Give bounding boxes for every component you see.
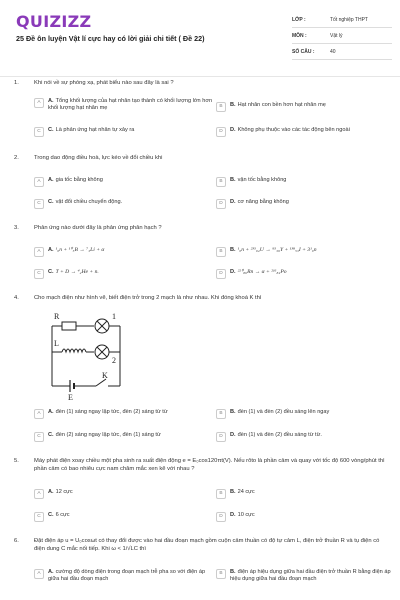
option-a[interactable]: [34, 247, 214, 257]
meta-label: LỚP :: [292, 16, 306, 23]
option-d[interactable]: [216, 199, 391, 209]
option-text: đèn (1) sáng ngay lập tức, đèn (2) sáng từ từ: [55, 409, 168, 415]
option-letter: C.: [48, 127, 54, 133]
question-text: Cho mạch điện như hình vẽ, biết điện trở trong 2 mạch là như nhau. Khi đóng khoá K thì: [34, 295, 262, 301]
question-text: Khi nói về sự phóng xạ, phát biểu nào sau đây là sai ?: [34, 80, 174, 86]
option-badge: A: [34, 98, 44, 108]
inductor-l: [62, 349, 86, 352]
option-d[interactable]: [216, 512, 391, 522]
option-text: ¹₀n + ²³⁵₉₂U → ⁹⁵₃₉Y + ¹³⁸₅₃I + 3¹₀n: [237, 247, 317, 253]
label-l: L: [54, 339, 59, 348]
option-text: 12 cực: [55, 489, 73, 495]
meta-row-subject: [292, 28, 392, 44]
option-letter: B.: [230, 409, 236, 415]
option-letter: A.: [48, 177, 54, 183]
option-a[interactable]: [34, 177, 214, 187]
option-badge: B: [216, 569, 226, 579]
option-badge: D: [216, 512, 226, 522]
switch-k: [96, 379, 106, 386]
option-text: đèn (1) và đèn (2) đều sáng lên ngay: [237, 409, 330, 415]
option-text: 6 cực: [55, 512, 70, 518]
question-number: 1.: [14, 80, 19, 86]
option-b[interactable]: [216, 569, 391, 583]
option-letter: A.: [48, 409, 54, 415]
option-letter: C.: [48, 432, 54, 438]
meta-value: Tốt nghiệp THPT: [330, 16, 368, 23]
option-d[interactable]: [216, 127, 391, 137]
option-letter: B.: [230, 102, 236, 108]
option-badge: C: [34, 127, 44, 137]
option-letter: D.: [230, 432, 236, 438]
option-letter: B.: [230, 569, 236, 575]
option-badge: D: [216, 199, 226, 209]
option-d[interactable]: [216, 269, 391, 279]
option-a[interactable]: [34, 409, 214, 419]
option-b[interactable]: [216, 102, 391, 112]
option-badge: B: [216, 409, 226, 419]
question-2: [14, 155, 388, 163]
option-c[interactable]: [34, 512, 214, 522]
option-letter: B.: [230, 489, 236, 495]
question-number: 6.: [14, 538, 19, 544]
option-text: cơ năng bằng không: [237, 199, 289, 205]
option-badge: B: [216, 177, 226, 187]
circuit-diagram: [40, 308, 140, 400]
option-badge: D: [216, 432, 226, 442]
meta-table: [292, 12, 392, 60]
meta-label: SỐ CÂU :: [292, 48, 315, 55]
option-letter: A.: [48, 569, 54, 575]
option-badge: C: [34, 432, 44, 442]
option-badge: A: [34, 247, 44, 257]
question-text: Đặt điện áp u = U₀cosωt có thay đổi được vào hai đầu đoạn mạch gồm cuộn cảm thuần có độ tự cảm L, điện trở thuần R và tụ điện có điện dung C mắc nối tiếp. Khi ω < 1/√LC thì: [34, 538, 380, 552]
question-4: [14, 295, 388, 303]
question-number: 3.: [14, 225, 19, 231]
option-badge: C: [34, 512, 44, 522]
option-badge: B: [216, 489, 226, 499]
option-text: đèn (2) sáng ngay lập tức, đèn (1) sáng từ: [55, 432, 161, 438]
option-letter: A.: [48, 489, 54, 495]
option-c[interactable]: [34, 432, 214, 442]
option-letter: B.: [230, 177, 236, 183]
option-text: ¹₀n + ¹⁰₅B → ⁷₃Li + α: [55, 247, 105, 253]
option-text: Tổng khối lượng của hạt nhân tạo thành có khối lượng lớn hơn khối lượng hạt nhân mẹ: [48, 98, 213, 111]
option-text: gia tốc bằng không: [55, 177, 103, 183]
option-a[interactable]: [34, 569, 214, 583]
question-5: [14, 458, 388, 473]
document-title: 25 Đề ôn luyện Vật lí cực hay có lời giải chi tiết ( Đề 22): [16, 34, 205, 43]
meta-value: 40: [330, 48, 336, 55]
option-badge: A: [34, 409, 44, 419]
option-d[interactable]: [216, 432, 391, 442]
question-6: [14, 538, 388, 553]
option-text: Là phản ứng hạt nhân tự xảy ra: [55, 127, 135, 133]
label-r: R: [54, 312, 60, 321]
option-text: đèn (1) và đèn (2) đều sáng từ từ.: [237, 432, 322, 438]
option-text: T + D → ⁴₂He + n.: [55, 269, 99, 275]
option-text: Hạt nhân con bền hơn hạt nhân mẹ: [237, 102, 326, 108]
option-c[interactable]: [34, 199, 214, 209]
question-number: 2.: [14, 155, 19, 161]
option-text: ²²⁰₈₆Rn → α + ²¹⁶₈₄Po: [237, 269, 287, 275]
option-a[interactable]: [34, 489, 214, 499]
option-text: cường độ dòng điện trong đoạn mạch trễ pha so với điện áp giữa hai đầu đoạn mạch: [48, 569, 206, 582]
question-text: Phản ứng nào dưới đây là phản ứng phân hạch ?: [34, 225, 162, 231]
quizizz-logo: QUIZIZZ: [16, 12, 92, 31]
option-badge: D: [216, 269, 226, 279]
option-letter: B.: [230, 247, 236, 253]
option-text: vật đổi chiều chuyển động.: [55, 199, 123, 205]
option-badge: A: [34, 489, 44, 499]
option-letter: C.: [48, 199, 54, 205]
header-divider: [0, 76, 400, 77]
label-e: E: [68, 393, 73, 400]
option-text: vận tốc bằng không: [237, 177, 287, 183]
meta-label: MÔN :: [292, 32, 307, 39]
option-letter: D.: [230, 127, 236, 133]
label-lamp-2: 2: [112, 356, 116, 365]
question-text: Trong dao động điều hoà, lực kéo về đổi chiều khi: [34, 155, 163, 161]
option-b[interactable]: [216, 409, 391, 419]
option-b[interactable]: [216, 177, 391, 187]
question-number: 5.: [14, 458, 19, 464]
option-badge: A: [34, 177, 44, 187]
option-letter: C.: [48, 269, 54, 275]
option-c[interactable]: [34, 127, 214, 137]
option-a[interactable]: [34, 98, 214, 112]
option-c[interactable]: [34, 269, 214, 279]
option-badge: B: [216, 102, 226, 112]
question-3: [14, 225, 388, 233]
option-text: 24 cực: [237, 489, 255, 495]
option-text: 10 cực: [237, 512, 255, 518]
option-badge: D: [216, 127, 226, 137]
option-text: Không phụ thuộc vào các tác động bên ngoài: [237, 127, 350, 133]
meta-value: Vật lý: [330, 32, 343, 39]
option-letter: D.: [230, 199, 236, 205]
option-letter: C.: [48, 512, 54, 518]
label-lamp-1: 1: [112, 312, 116, 321]
resistor-r: [62, 322, 76, 330]
meta-row-class: [292, 12, 392, 28]
option-letter: A.: [48, 247, 54, 253]
option-badge: C: [34, 269, 44, 279]
option-letter: A.: [48, 98, 54, 104]
option-letter: D.: [230, 269, 236, 275]
meta-row-count: [292, 44, 392, 60]
option-badge: C: [34, 199, 44, 209]
option-badge: A: [34, 569, 44, 579]
option-letter: D.: [230, 512, 236, 518]
question-text: Máy phát điện xoay chiều một pha sinh ra suất điện động e = E₀cos120πt(V). Nếu rôto là phần cảm và quay với tốc độ 600 vòng/phút thì phần cảm có bao nhiêu cực nam châm mắc xen kẽ với nhau ?: [34, 458, 385, 472]
question-1: [14, 80, 388, 88]
option-b[interactable]: [216, 247, 391, 257]
label-k: K: [102, 371, 108, 380]
question-number: 4.: [14, 295, 19, 301]
option-badge: B: [216, 247, 226, 257]
option-b[interactable]: [216, 489, 391, 499]
option-text: điện áp hiệu dụng giữa hai đầu điện trở thuần R bằng điện áp hiệu dụng giữa hai đầu đoạn mạch: [230, 569, 391, 582]
